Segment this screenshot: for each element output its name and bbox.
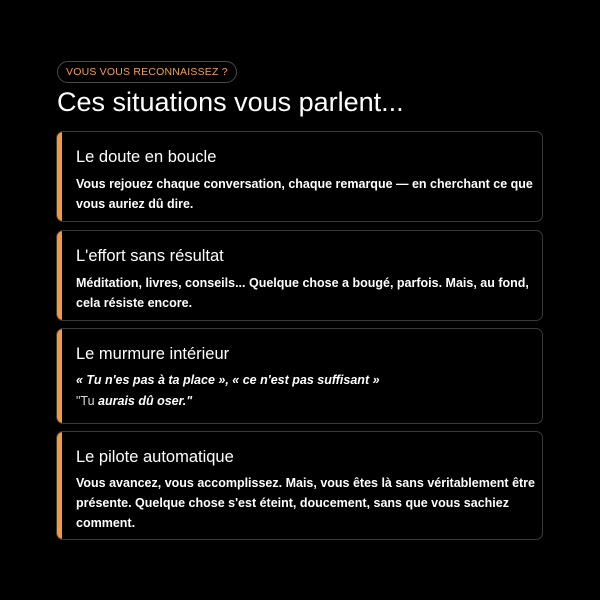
accent-bar [57,132,62,221]
card-heading: Le pilote automatique [76,448,234,466]
card-body: Vous rejouez chaque conversation, chaque remarque — en cherchant ce que vous auriez dû dire. [76,177,533,211]
card-doute-en-boucle [56,131,543,222]
card-heading: Le murmure intérieur [76,345,230,363]
card-body: Méditation, livres, conseils... Quelque chose a bougé, parfois. Mais, au fond, cela résiste encore. [76,276,529,310]
card-body: Vous avancez, vous accomplissez. Mais, vous êtes là sans véritablement être présente. Quelque chose s'est éteint, doucement, sans que vous sachiez comment. [76,476,536,530]
card-pilote-automatique [56,431,543,540]
quote-rest: aurais dû oser." [94,394,193,408]
quote-prefix: "Tu [76,394,95,408]
section-badge: VOUS VOUS RECONNAISSEZ ? [57,61,237,83]
card-heading: Le doute en boucle [76,148,217,166]
card-effort-sans-resultat [56,230,543,321]
accent-bar [57,231,62,320]
accent-bar [57,432,62,539]
card-quote-line: « Tu n'es pas à ta place », « ce n'est pas suffisant » [76,373,380,387]
card-heading: L'effort sans résultat [76,247,224,265]
card-murmure-interieur [56,328,543,424]
accent-bar [57,329,62,423]
card-quote-line [76,391,536,411]
page-title: Ces situations vous parlent... [57,87,404,117]
